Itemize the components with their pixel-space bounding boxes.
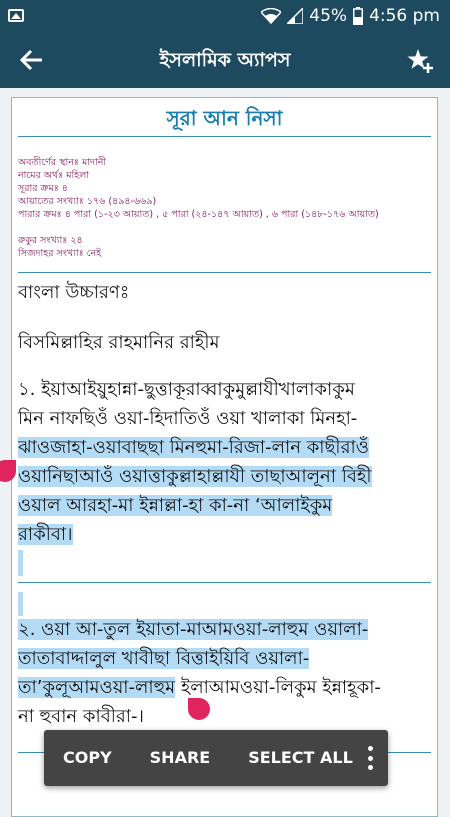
copy-button[interactable]: COPY [63,748,112,767]
selected-text: ২. ওয়া আ-তুল ইয়াতা-মাআমওয়া-লাহুম ওয়ালা- [18,619,369,640]
text-selection-menu [44,730,388,786]
meta-para: পারার ক্রমঃ ৪ পারা (১-২৩ আয়াত) , ৫ পারা (২৪-১৪৭ আয়াত) , ৬ পারা (১৪৮-১৭৬ আয়াত) [18,209,379,220]
verse-2[interactable] [18,615,428,731]
pronunciation-heading: বাংলা উচ্চারণঃ [18,282,130,303]
star-add-icon[interactable] [406,46,434,74]
verse-1[interactable] [18,375,428,549]
meta-ayah-count: আয়াতের সংখ্যাঃ ১৭৬ (৪৯৪-৬৬৯) [18,196,157,207]
selected-text: রাকীবা। [18,524,73,545]
surah-card [11,97,438,817]
verse-text: ইলাআমওয়া-লিকুম ইন্নাহূকা- [175,677,381,698]
selected-text: ওয়াল আরহা-মা ইন্নাল্লা-হা কা-না ‘আলাইকুম [18,495,333,516]
signal-icon [287,8,303,24]
selected-text: ঝাওজাহা-ওয়াবাছছা মিনহুমা-রিজা-লান কাছীরাওঁ [18,437,369,458]
wifi-icon [261,8,281,24]
clock: 4:56 pm [369,6,440,26]
selection-gap [18,592,23,616]
app-title: ইসলামিক অ্যাপস [159,49,291,71]
image-icon [8,9,24,22]
status-icons [261,0,440,32]
selected-text: তা’কুলূআমওয়া-লাহুম [18,677,176,698]
selected-text: তাতাবাদ্দালুল খাবীছা বিত্তাইয়িবি ওয়ালা- [18,648,310,669]
meta-ruku: রুকুর সংখ্যাঃ ২৪ [18,235,83,246]
select-all-button[interactable]: SELECT ALL [248,748,353,767]
selection-end-handle[interactable] [188,698,210,720]
surah-meta [18,156,379,260]
battery-percent: 45% [309,6,348,26]
share-button[interactable]: SHARE [149,748,211,767]
meta-sajdah: সিজদাহর সংখ্যাঃ নেই [18,248,102,259]
meta-revelation: অবতীর্ণের স্থানঃ মাদানী [18,157,107,168]
divider [18,582,431,583]
verse-line: মিন নাফছিওঁ ওয়া-হিদাতিওঁ ওয়া খালাকা মিনহা- [18,408,358,429]
status-bar [0,0,450,32]
surah-title: সূরা আন নিসা [166,106,283,130]
app-bar [0,32,450,88]
divider [18,272,431,273]
selected-text: ওয়ানিছাআওঁ ওয়াত্তাকুল্লাহাল্লাযী তাছাআলূনা বিহী [18,466,372,487]
battery-icon [353,7,363,25]
meta-order: সূরার ক্রমঃ ৪ [18,183,68,194]
meta-meaning: নামের অর্থঃ মহিলা [18,170,90,181]
bismillah: বিসমিল্লাহির রাহমানির রাহীম [18,332,220,353]
verse-line: না হুবান কাবীরা-। [18,706,144,727]
divider [18,136,431,137]
selection-gap [18,550,23,576]
more-vert-icon[interactable] [366,746,374,770]
verse-line: ১. ইয়াআইয়ুহান্না-ছুত্তাকূরাব্বাকুমুল্লাযীখালাকাকুম [18,379,355,400]
